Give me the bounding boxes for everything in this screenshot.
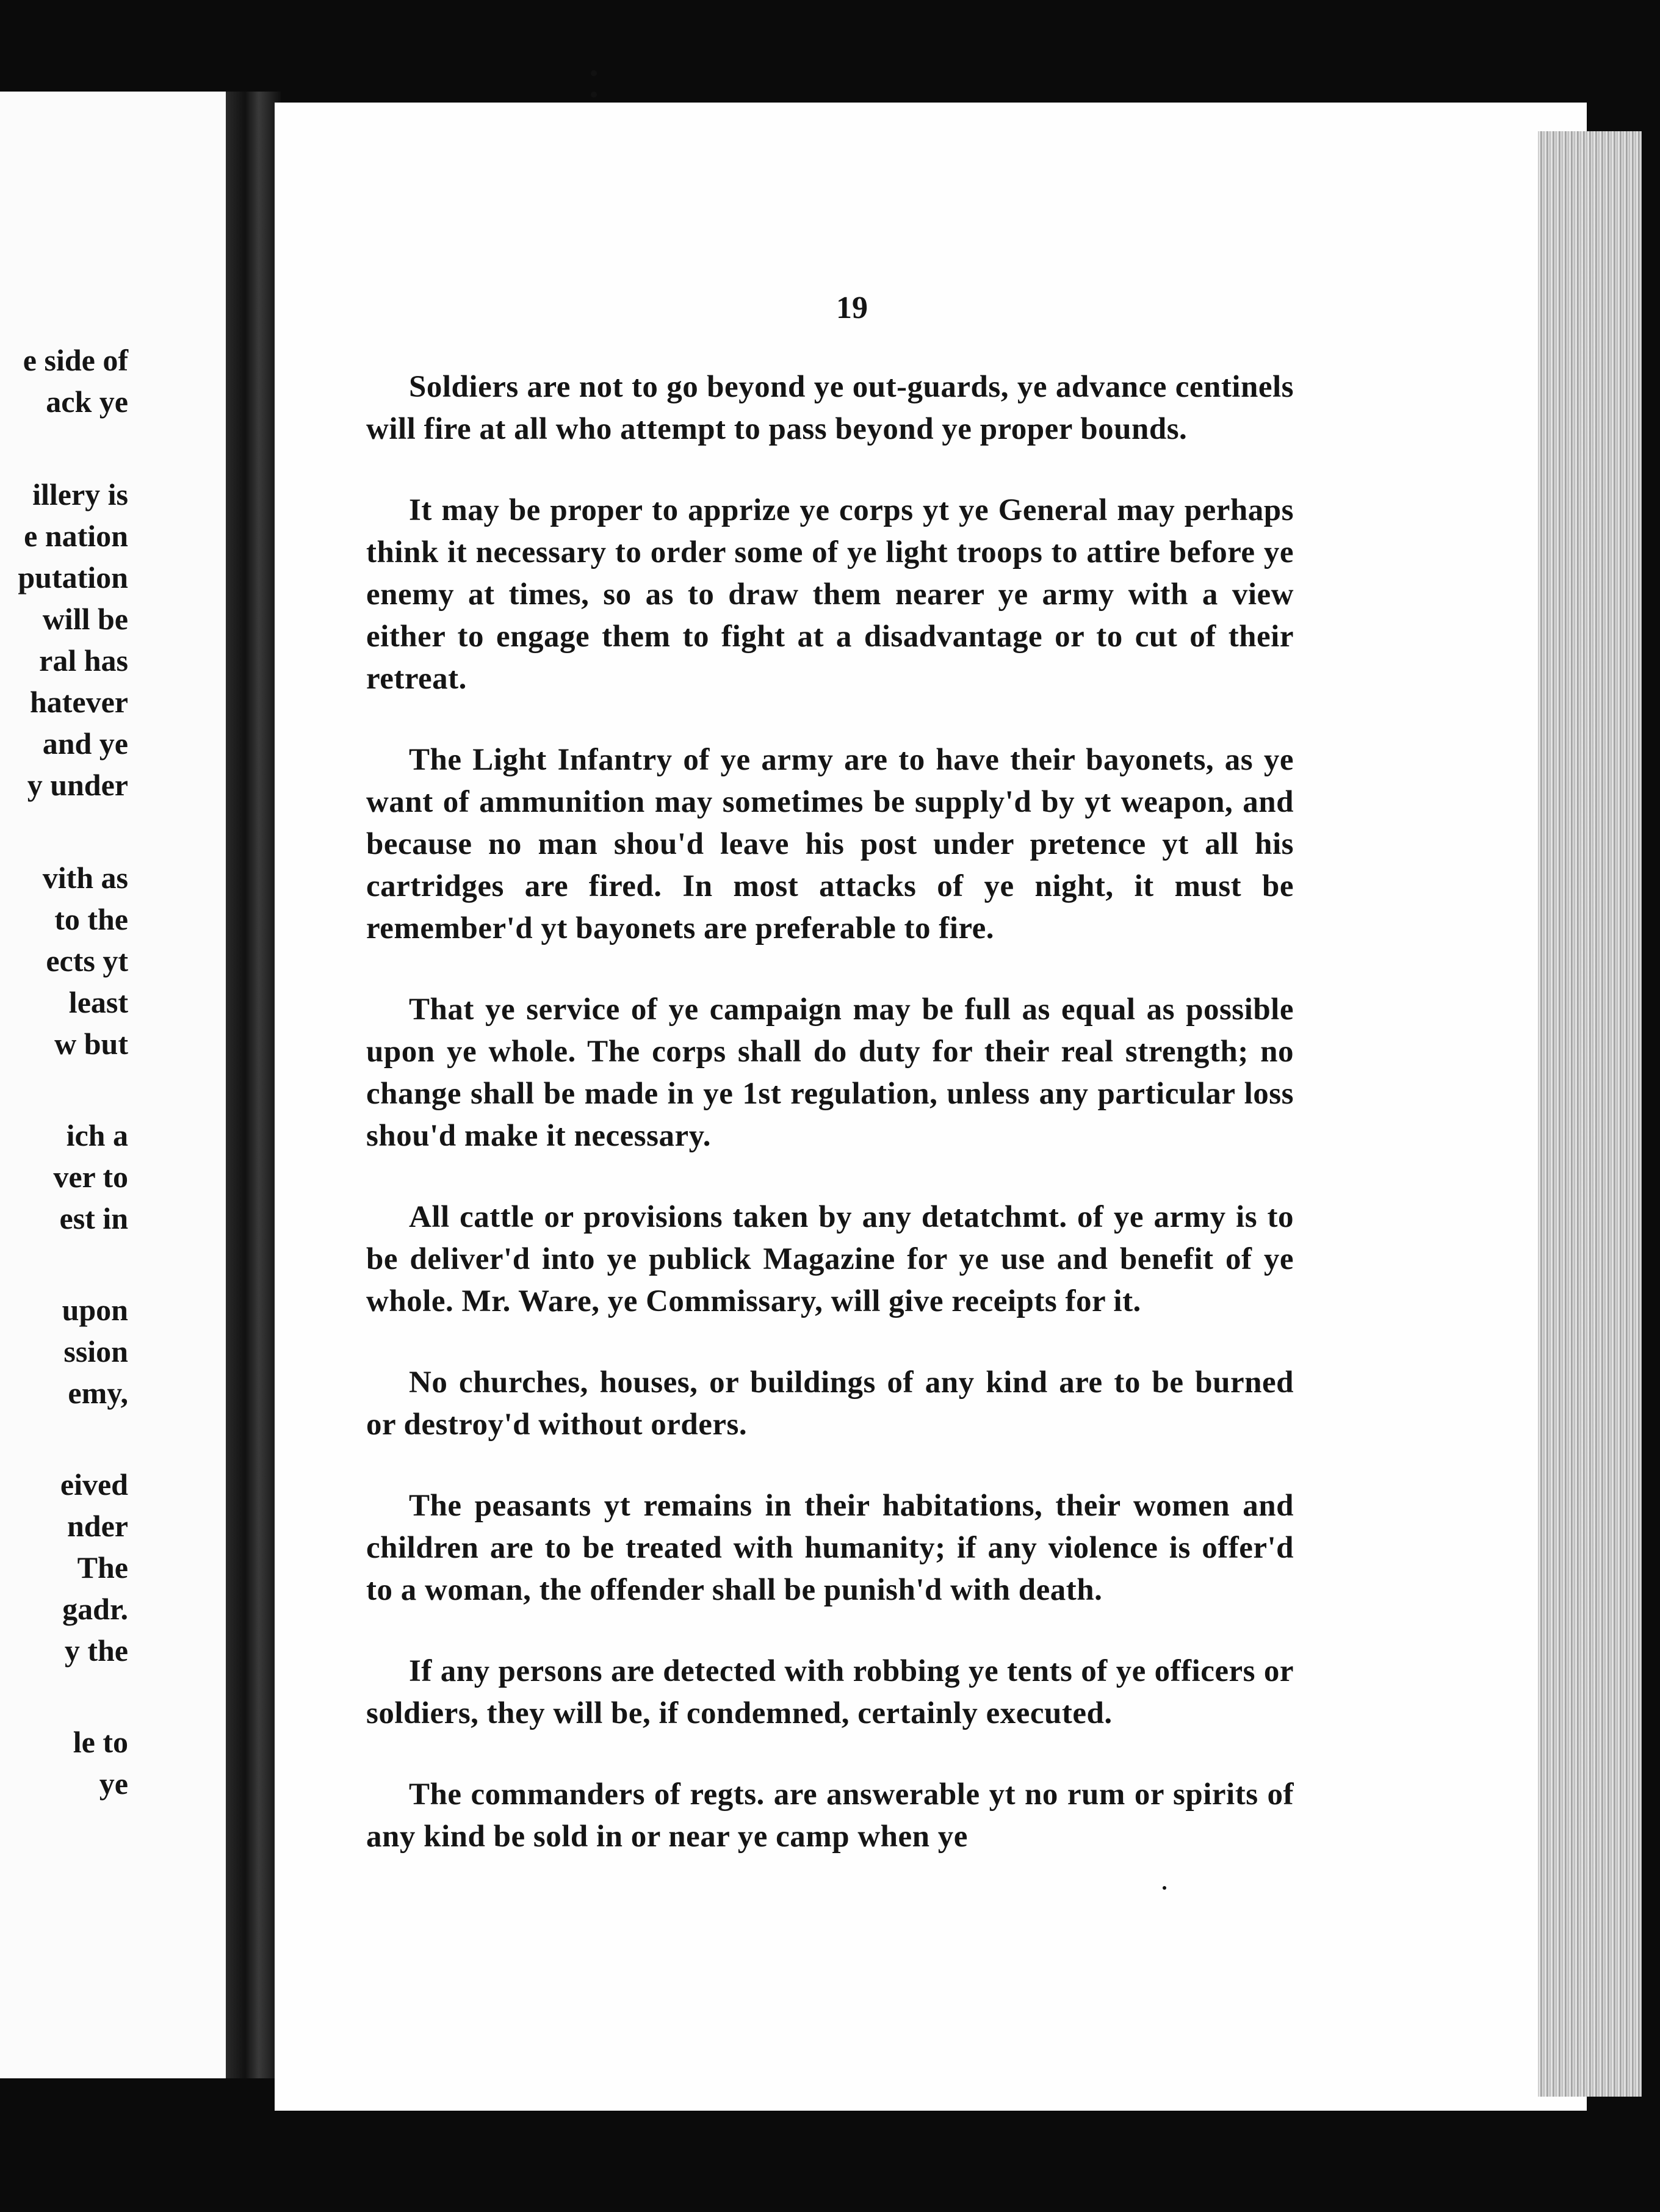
left-fragment: vith as <box>42 861 128 895</box>
left-fragment: w but <box>54 1027 128 1061</box>
left-fragment: nder <box>67 1509 128 1543</box>
left-fragment: ye <box>99 1766 128 1801</box>
dust-speck <box>1163 1886 1166 1890</box>
left-fragment: and ye <box>42 726 128 761</box>
left-fragment: illery is <box>32 477 128 511</box>
book-binding-gutter <box>226 92 281 2078</box>
left-fragment: le to <box>73 1725 128 1759</box>
paragraph: It may be proper to apprize ye corps yt ye General may perhaps think it necessary to order some of ye light troops to attire before ye enemy at times, so as to draw them nearer ye army with a view either to engage them to fight at a disadvantage or to cut of their retreat. <box>366 493 1294 696</box>
facing-left-page <box>0 92 229 2078</box>
left-fragment: ver to <box>53 1160 128 1194</box>
left-fragment: y the <box>64 1633 128 1668</box>
paragraph: The Light Infantry of ye army are to have their bayonets, as ye want of ammunition may sometimes be supply'd by yt weapon, and because no man shou'd leave his post under pretence yt all his cartridges are fired. In most attacks of ye night, it must be remember'd yt bayonets are preferable to fire. <box>366 743 1294 945</box>
paragraph: No churches, houses, or buildings of any kind are to be burned or destroy'd without orders. <box>366 1365 1294 1442</box>
left-fragment: e side of <box>23 343 128 377</box>
left-fragment: gadr. <box>62 1592 128 1626</box>
left-fragment: The <box>77 1550 128 1585</box>
left-fragment: ssion <box>63 1334 128 1368</box>
left-fragment: emy, <box>68 1376 128 1410</box>
left-fragment: upon <box>62 1293 128 1327</box>
left-fragment: est in <box>59 1201 128 1235</box>
paragraph: That ye service of ye campaign may be full as equal as possible upon ye whole. The corps shall do duty for their real strength; no change shall be made in ye 1st regulation, unless any particular loss shou'd make it necessary. <box>366 992 1294 1153</box>
left-fragment: eived <box>60 1467 128 1502</box>
page-number: 19 <box>836 291 868 325</box>
paragraph: If any persons are detected with robbing ye tents of ye officers or soldiers, they will be, if condemned, certainly executed. <box>366 1654 1294 1730</box>
left-fragment: will be <box>42 602 128 636</box>
left-fragment: e nation <box>24 519 128 553</box>
paragraph: All cattle or provisions taken by any detatchmt. of ye army is to be deliver'd into ye publick Magazine for ye use and benefit of ye whole. Mr. Ware, ye Commissary, will give receipts for it. <box>366 1200 1294 1318</box>
page-body-text <box>366 366 1294 1897</box>
dust-speck <box>591 92 597 98</box>
dust-speck <box>591 70 597 76</box>
left-fragment: y under <box>27 768 128 802</box>
left-page-text-fragments <box>0 92 226 2078</box>
paragraph: Soldiers are not to go beyond ye out-guards, ye advance centinels will fire at all who attempt to pass beyond ye proper bounds. <box>366 370 1294 446</box>
left-fragment: hatever <box>29 685 128 719</box>
left-fragment: to the <box>54 902 128 936</box>
paragraph: The peasants yt remains in their habitations, their women and children are to be treated with humanity; if any violence is offer'd to a woman, the offender shall be punish'd with death. <box>366 1489 1294 1607</box>
left-fragment: ects yt <box>46 944 128 978</box>
left-fragment: putation <box>18 560 128 595</box>
page-edges <box>1538 131 1642 2097</box>
left-fragment: ich a <box>66 1118 128 1152</box>
left-fragment: ack ye <box>46 385 128 419</box>
paragraph: The commanders of regts. are answerable yt no rum or spirits of any kind be sold in or near ye camp when ye <box>366 1777 1294 1854</box>
left-fragment: least <box>68 985 128 1019</box>
left-fragment: ral has <box>39 643 128 678</box>
